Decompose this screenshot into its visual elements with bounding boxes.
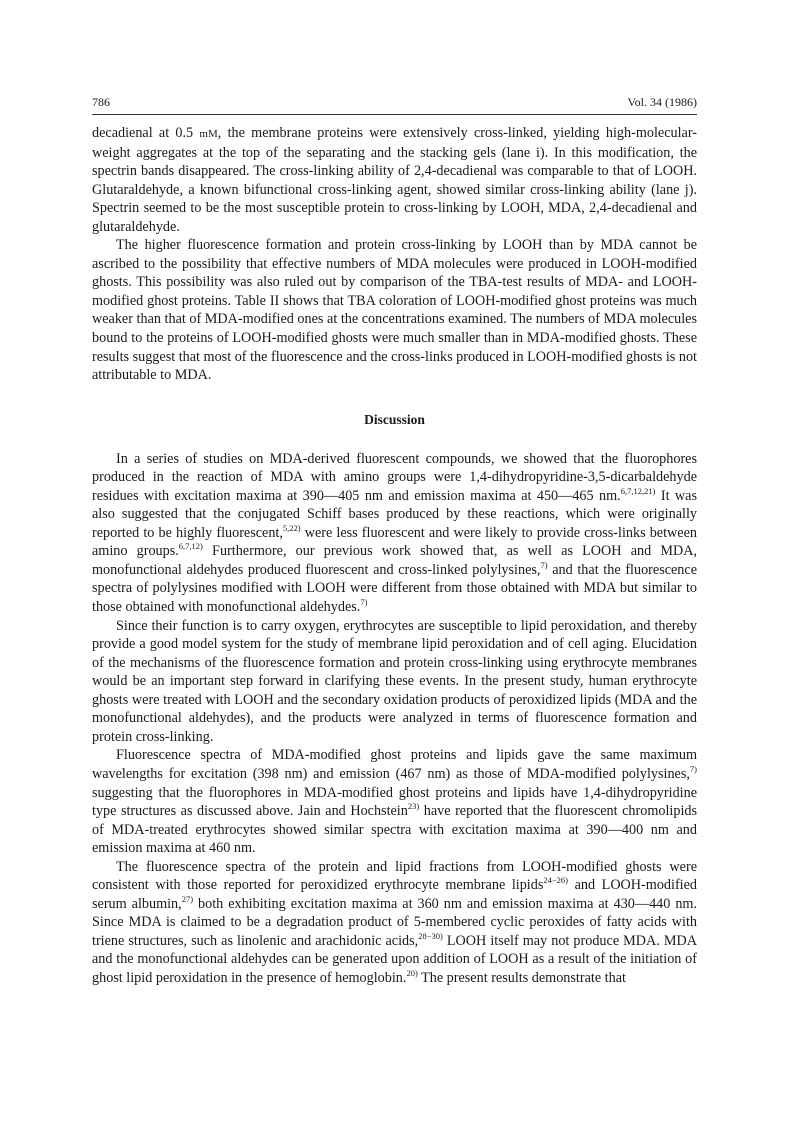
paragraph: The higher fluorescence formation and protein cross-linking by LOOH than by MDA cannot be ascribed to the possibility that effective numbers of MDA molecules were produced in LOOH-modified ghosts. This possibility was also ruled out by comparison of the TBA-test results of MDA- and LOOH-modified ghost proteins. Table II shows that TBA coloration of LOOH-modified ghost proteins was much weaker than that of MDA-modified ones at the concentrations examined. The numbers of MDA molecules bound to the proteins of LOOH-modified ghosts were much smaller than in MDA-modified ghosts. These results suggest that most of the fluorescence and the cross-links produced in LOOH-modified ghosts is not attributable to MDA. (92, 237, 697, 384)
running-header (92, 95, 697, 111)
text-run: have reported that the fluorescent chromolipids of MDA-treated erythrocytes showed similar spectra with excitation maxima at 390—400 nm and emission maxima at 460 nm. (92, 803, 697, 857)
text-run: , the membrane proteins were extensively cross-linked, yielding high-molecular-weight aggregates at the top of the separating and the stacking gels (lane i). In this modification, the spectrin bands disappeared. The cross-linking ability of 2,4-decadienal was comparable to that of LOOH. Glutaraldehyde, a known bifunctional cross-linking agent, showed similar cross-linking ability (lane j). Spectrin seemed to be the most susceptible protein to cross-linking by LOOH, MDA, 2,4-decadienal and glutaraldehyde. (92, 125, 698, 235)
text-run: suggesting that the fluorophores in MDA-modified ghost proteins and lipids have 1,4-dihydropyridine type structures as discussed above. Jain and Hochstein (92, 784, 697, 820)
paragraph: Since their function is to carry oxygen, erythrocytes are susceptible to lipid peroxidation, and thereby provide a good model system for the study of membrane lipid peroxidation and of cell aging. Elucidation of the mechanisms of the fluorescence formation and protein cross-linking using erythrocyte membranes would be an important step forward in clarifying these events. In the present study, human erythrocyte ghosts were treated with LOOH and the secondary oxidation products of peroxidized lipids (MDA and the monofunctional aldehydes), and the products were analyzed in terms of fluorescence formation and protein cross-linking. (92, 617, 697, 745)
paragraph-continued (92, 124, 697, 236)
text-run: The present results demonstrate that (417, 969, 626, 986)
paragraph (92, 746, 697, 857)
citation-ref: 6,7,12) (178, 541, 203, 552)
citation-ref: 24−26) (543, 875, 568, 886)
citation-ref: 27) (181, 893, 194, 904)
page-number: 786 (92, 95, 110, 109)
citation-ref: 28−30) (418, 930, 443, 941)
volume-label: Vol. 34 (1986) (627, 95, 697, 109)
citation-ref: 23) (407, 801, 420, 812)
article-body (92, 124, 697, 988)
section-heading-discussion: Discussion (364, 411, 425, 427)
paragraph (92, 858, 697, 988)
citation-ref: 7) (540, 559, 548, 570)
text-run: Fluorescence spectra of MDA-modified ghost proteins and lipids gave the same maximum wavelengths for excitation (398 nm) and emission (467 nm) as those of MDA-modified polylysines, (92, 747, 697, 782)
citation-ref: 5,22) (282, 522, 301, 533)
unit-smallcaps: mM (199, 128, 218, 140)
text-run: and that the fluorescence spectra of polylysines modified with LOOH were different from those obtained with MDA but similar to those obtained with monofunctional aldehydes. (92, 561, 697, 616)
text-run: It was also suggested that the conjugated Schiff bases produced by these reactions, which were originally reported to be highly fluorescent, (92, 487, 697, 541)
text-run: LOOH itself may not produce MDA. MDA and the monofunctional aldehydes can be generated upon addition of LOOH as a result of the initiation of ghost lipid peroxidation in the presence of hemoglobin. (92, 932, 697, 986)
text-run: decadienal at 0.5 (92, 125, 194, 141)
citation-ref: 7) (360, 597, 368, 608)
text-run: Furthermore, our previous work showed that, as well as LOOH and MDA, monofunctional aldehydes produced fluorescent and cross-linked polylysines, (92, 543, 697, 578)
text-run: In a series of studies on MDA-derived fluorescent compounds, we showed that the fluorophores produced in the reaction of MDA with amino groups were 1,4-dihydropyridine-3,5-dicarbaldehyde residues with excitation maxima at 390—405 nm and emission maxima at 450—465 nm. (92, 450, 697, 504)
citation-ref: 20) (406, 967, 418, 978)
text-run: The fluorescence spectra of the protein and lipid fractions from LOOH-modified ghosts were consistent with those reported for peroxidized erythrocyte membrane lipids (92, 858, 697, 894)
citation-ref: 7) (689, 763, 697, 774)
header-rule (92, 114, 697, 115)
paragraph (92, 450, 697, 617)
citation-ref: 6,7,12,21) (620, 485, 656, 496)
text-run: were less fluorescent and were likely to provide cross-links between amino groups. (92, 524, 697, 560)
text-run: both exhibiting excitation maxima at 360 nm and emission maxima at 430—440 nm. Since MDA is claimed to be a degradation product of 5-membered cyclic peroxides of fatty acids with triene structures, such as linolenic and arachidonic acids, (92, 895, 697, 949)
text-run: and LOOH-modified serum albumin, (92, 877, 698, 912)
